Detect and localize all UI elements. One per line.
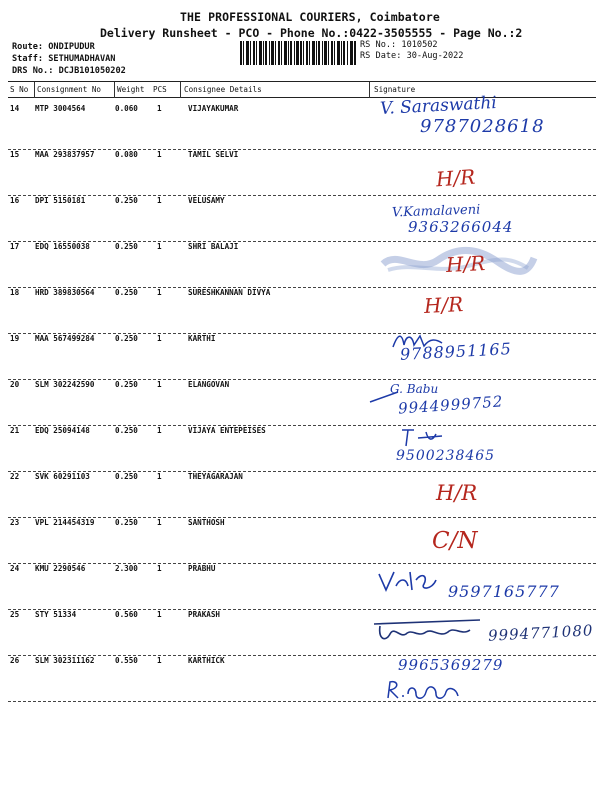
cell-sno: 17 <box>10 242 20 251</box>
cell-weight: 0.250 <box>115 196 138 205</box>
signature-mark: H/R <box>445 250 486 278</box>
cell-weight: 0.250 <box>115 242 138 251</box>
cell-consignment: KMU 2290546 <box>35 564 86 573</box>
cell-pcs: 1 <box>157 518 162 527</box>
signature-phone: 9363266044 <box>408 218 514 236</box>
signature-mark: H/R <box>435 164 477 192</box>
header-weight: Weight <box>117 85 145 94</box>
cell-consignment: HRD 389830564 <box>35 288 95 297</box>
table-row <box>8 426 596 472</box>
cell-sno: 14 <box>10 104 20 113</box>
header-consignment: Consignment No <box>37 85 102 94</box>
table-row <box>8 380 596 426</box>
table-row <box>8 518 596 564</box>
table-row <box>8 472 596 518</box>
cell-pcs: 1 <box>157 150 162 159</box>
cell-consignee: THEYAGARAJAN <box>188 472 243 481</box>
cell-pcs: 1 <box>157 288 162 297</box>
cell-sno: 15 <box>10 150 20 159</box>
cell-sno: 26 <box>10 656 20 665</box>
table-row <box>8 656 596 702</box>
barcode <box>240 41 356 65</box>
cell-weight: 0.550 <box>115 656 138 665</box>
cell-sno: 18 <box>10 288 20 297</box>
cell-sno: 16 <box>10 196 20 205</box>
cell-consignment: EDQ 16550038 <box>35 242 90 251</box>
signature-mark: C/N <box>432 528 478 554</box>
rs-date: RS Date: 30-Aug-2022 <box>360 51 464 61</box>
signature-name: V. Saraswathi <box>379 92 498 120</box>
rs-number: RS No.: 1010502 <box>360 40 438 50</box>
cell-pcs: 1 <box>157 472 162 481</box>
table-row <box>8 288 596 334</box>
signature-phone: 9597165777 <box>448 582 560 601</box>
cell-consignment: MTP 3004564 <box>35 104 86 113</box>
cell-pcs: 1 <box>157 656 162 665</box>
handwritten-signature <box>370 616 486 648</box>
cell-consignment: MAA 567499284 <box>35 334 95 343</box>
cell-weight: 0.250 <box>115 472 138 481</box>
cell-consignment: STY 51334 <box>35 610 77 619</box>
cell-pcs: 1 <box>157 564 162 573</box>
cell-consignee: VIJAYA ENTEPEISES <box>188 426 266 435</box>
handwritten-signature <box>384 676 464 702</box>
route-label: Route: ONDIPUDUR <box>12 42 95 52</box>
cell-consignee: KARTHICK <box>188 656 225 665</box>
cell-pcs: 1 <box>157 426 162 435</box>
cell-consignee: ELANGOVAN <box>188 380 230 389</box>
cell-consignment: MAA 293837957 <box>35 150 95 159</box>
cell-sno: 25 <box>10 610 20 619</box>
cell-consignee: PRAKASH <box>188 610 221 619</box>
cell-consignment: DPI 5150181 <box>35 196 86 205</box>
cell-weight: 2.300 <box>115 564 138 573</box>
cell-sno: 23 <box>10 518 20 527</box>
cell-sno: 21 <box>10 426 20 435</box>
header-consignee: Consignee Details <box>184 85 262 94</box>
cell-sno: 24 <box>10 564 20 573</box>
cell-consignment: EDQ 25094148 <box>35 426 90 435</box>
cell-consignee: PRABHU <box>188 564 216 573</box>
cell-pcs: 1 <box>157 334 162 343</box>
cell-sno: 19 <box>10 334 20 343</box>
cell-consignment: SLM 302242590 <box>35 380 95 389</box>
cell-weight: 0.250 <box>115 518 138 527</box>
staff-label: Staff: SETHUMADHAVAN <box>12 54 116 64</box>
signature-phone: 9994771080 <box>487 621 594 645</box>
cell-consignee: KARTHI <box>188 334 216 343</box>
signature-phone: 9788951165 <box>399 339 513 364</box>
row-divider <box>8 701 596 702</box>
cell-consignee: SURESHKANNAN DIVYA <box>188 288 271 297</box>
cell-sno: 22 <box>10 472 20 481</box>
cell-weight: 0.060 <box>115 104 138 113</box>
column-divider <box>369 82 370 98</box>
cell-consignment: SLM 302311162 <box>35 656 95 665</box>
table-header-rule <box>8 97 596 98</box>
runsheet-title: Delivery Runsheet - PCO - Phone No.:0422-3505555 - Page No.:2 <box>100 26 523 40</box>
cell-sno: 20 <box>10 380 20 389</box>
cell-consignee: VELUSAMY <box>188 196 225 205</box>
cell-weight: 0.250 <box>115 334 138 343</box>
handwritten-signature <box>376 566 438 596</box>
header-sno: S No <box>10 85 29 94</box>
cell-weight: 0.250 <box>115 380 138 389</box>
cell-pcs: 1 <box>157 104 162 113</box>
cell-weight: 0.250 <box>115 288 138 297</box>
cell-pcs: 1 <box>157 610 162 619</box>
column-divider <box>114 82 115 98</box>
cell-pcs: 1 <box>157 196 162 205</box>
signature-name: G. Babu <box>390 382 439 396</box>
signature-mark: H/R <box>436 481 478 505</box>
signature-phone: 9787028618 <box>420 116 545 137</box>
table-top-rule <box>8 81 596 82</box>
signature-phone: 9965369279 <box>398 656 504 674</box>
header-pcs: PCS <box>153 85 167 94</box>
signature-mark: H/R <box>423 291 464 319</box>
cell-pcs: 1 <box>157 242 162 251</box>
handwritten-initials <box>396 424 446 450</box>
drs-number: DRS No.: DCJB101050202 <box>12 66 126 76</box>
column-divider <box>180 82 181 98</box>
table-row <box>8 150 596 196</box>
cell-weight: 0.560 <box>115 610 138 619</box>
column-divider <box>34 82 35 98</box>
cell-consignee: VIJAYAKUMAR <box>188 104 239 113</box>
cell-consignee: SHRI BALAJI <box>188 242 239 251</box>
header-signature: Signature <box>374 85 416 94</box>
company-title: THE PROFESSIONAL COURIERS, Coimbatore <box>180 10 440 24</box>
cell-weight: 0.250 <box>115 426 138 435</box>
signature-phone: 9500238465 <box>396 448 496 464</box>
cell-consignee: SANTHOSH <box>188 518 225 527</box>
cell-weight: 0.080 <box>115 150 138 159</box>
cell-consignment: SVK 60291103 <box>35 472 90 481</box>
cell-consignee: TAMIL SELVI <box>188 150 239 159</box>
cell-pcs: 1 <box>157 380 162 389</box>
signature-phone: 9944999752 <box>397 392 504 418</box>
signature-name: V.Kamalaveni <box>391 202 481 221</box>
cell-consignment: VPL 214454319 <box>35 518 95 527</box>
